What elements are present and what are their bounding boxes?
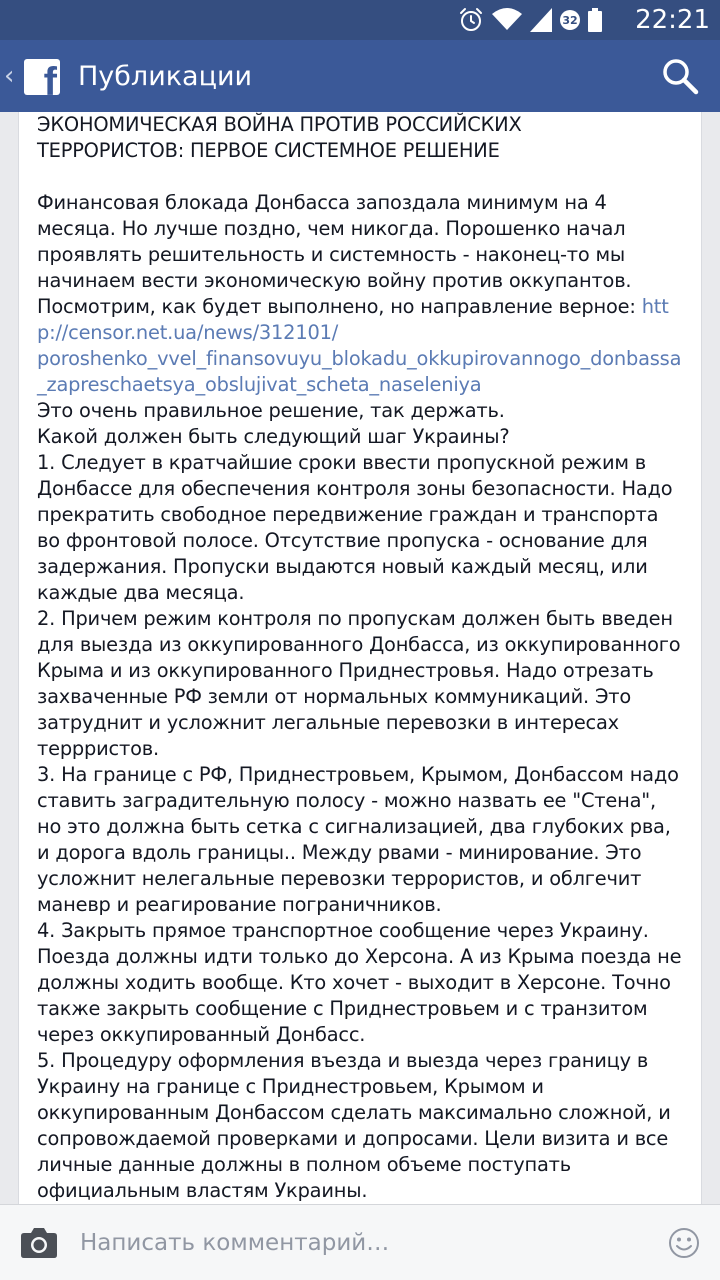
post-heading-line-2: ТЕРРОРИСТОВ: ПЕРВОЕ СИСТЕМНОЕ РЕШЕНИЕ xyxy=(37,139,500,162)
post-point-4: 4. Закрыть прямое транспортное сообщение через Украину. Поезда должны идти только до Херсона. А из Крыма поезда не должны ходить вообще. Кто хочет - выходит в Херсоне. Точно также закрыть сообщение с Приднестровьем и с транзитом через оккупированный Донбасс. xyxy=(37,919,682,1046)
notification-badge: 32 xyxy=(560,10,580,30)
post-card xyxy=(18,112,702,1204)
chevron-left-icon[interactable]: ‹ xyxy=(4,61,15,91)
emoji-button[interactable] xyxy=(668,1227,700,1259)
paragraph-gap xyxy=(37,164,685,190)
status-icons xyxy=(458,6,602,34)
status-bar xyxy=(0,0,720,40)
app-bar xyxy=(0,40,720,112)
post-line-next-step: Какой должен быть следующий шаг Украины? xyxy=(37,425,510,448)
comment-input[interactable] xyxy=(80,1223,640,1263)
post-point-3: 3. На границе с РФ, Приднестровьем, Крымом, Донбассом надо ставить заградительную полосу - можно назвать ее "Стена", но это должна быть сетка с сигнализацией, два глубоких рва, и дорога вдоль границы.. Между рвами - минирование. Это усложнит нелегальные перевозки террористов, и облгечит маневр и реагирование пограничников. xyxy=(37,763,679,916)
search-button[interactable] xyxy=(660,56,700,96)
article-link-2[interactable]: poroshenko_vvel_finansovuyu_blokadu_okkupirovannogo_donbassa xyxy=(37,347,682,370)
post-point-1: 1. Следует в кратчайшие сроки ввести пропускной режим в Донбассе для обеспечения контроля зоны безопасности. Надо прекратить свободное передвижение граждан и транспорта во фронтовой полосе. Отсутствие пропуска - основание для задержания. Пропуски выдаются новый каждый месяц, или каждые два месяца. xyxy=(37,451,673,604)
post-heading-line-1: ЭКОНОМИЧЕСКАЯ ВОЙНА ПРОТИВ РОССИЙСКИХ xyxy=(37,113,522,136)
status-time: 22:21 xyxy=(635,5,710,35)
signal-icon xyxy=(530,8,552,32)
post-intro-paragraph xyxy=(37,190,685,346)
post-point-5: 5. Процедуру оформления въезда и выезда через границу в Украину на границе с Приднестровьем, Крымом и оккупированным Донбассом сделать максимально сложной, и сопровождаемой проверками и допросами. Цели визита и все личные данные должны в полном объеме поступать официальным властям Украины. xyxy=(37,1049,671,1202)
page-title: Публикации xyxy=(78,61,253,92)
camera-icon xyxy=(20,1225,58,1259)
post-line-decision: Это очень правильное решение, так держать. xyxy=(37,399,505,422)
article-link-3[interactable]: _zapreschaetsya_obslujivat_scheta_naseleniya xyxy=(37,373,482,396)
post-text xyxy=(19,112,701,1204)
post-point-2: 2. Причем режим контроля по пропускам должен быть введен для выезда из оккупированного Донбасса, из оккупированного Крыма и из оккупированного Приднестровья. Надо отрезать захваченные РФ земли от нормальных коммуникаций. Это затруднит и усложнит легальные перевозки в интересах террристов. xyxy=(37,607,681,760)
post-intro-text: Финансовая блокада Донбасса запоздала минимум на 4 месяца. Но лучше поздно, чем никогда. Порошенко начал проявлять решительность и системность - наконец-то мы начинаем вести экономическую войну против оккупантов. Посмотрим, как будет выполнено, но направление верное: xyxy=(37,191,642,318)
comment-bar xyxy=(0,1204,720,1280)
battery-icon xyxy=(588,8,602,32)
facebook-logo-icon[interactable] xyxy=(24,59,60,95)
facebook-logo-letter: f xyxy=(43,60,57,95)
article-link-1[interactable]: http://censor.net.ua/news/312101/ xyxy=(37,295,669,344)
camera-button[interactable] xyxy=(20,1225,58,1259)
wifi-icon xyxy=(492,8,522,32)
alarm-icon xyxy=(458,7,484,33)
search-icon xyxy=(660,56,700,96)
emoji-icon xyxy=(668,1227,700,1259)
